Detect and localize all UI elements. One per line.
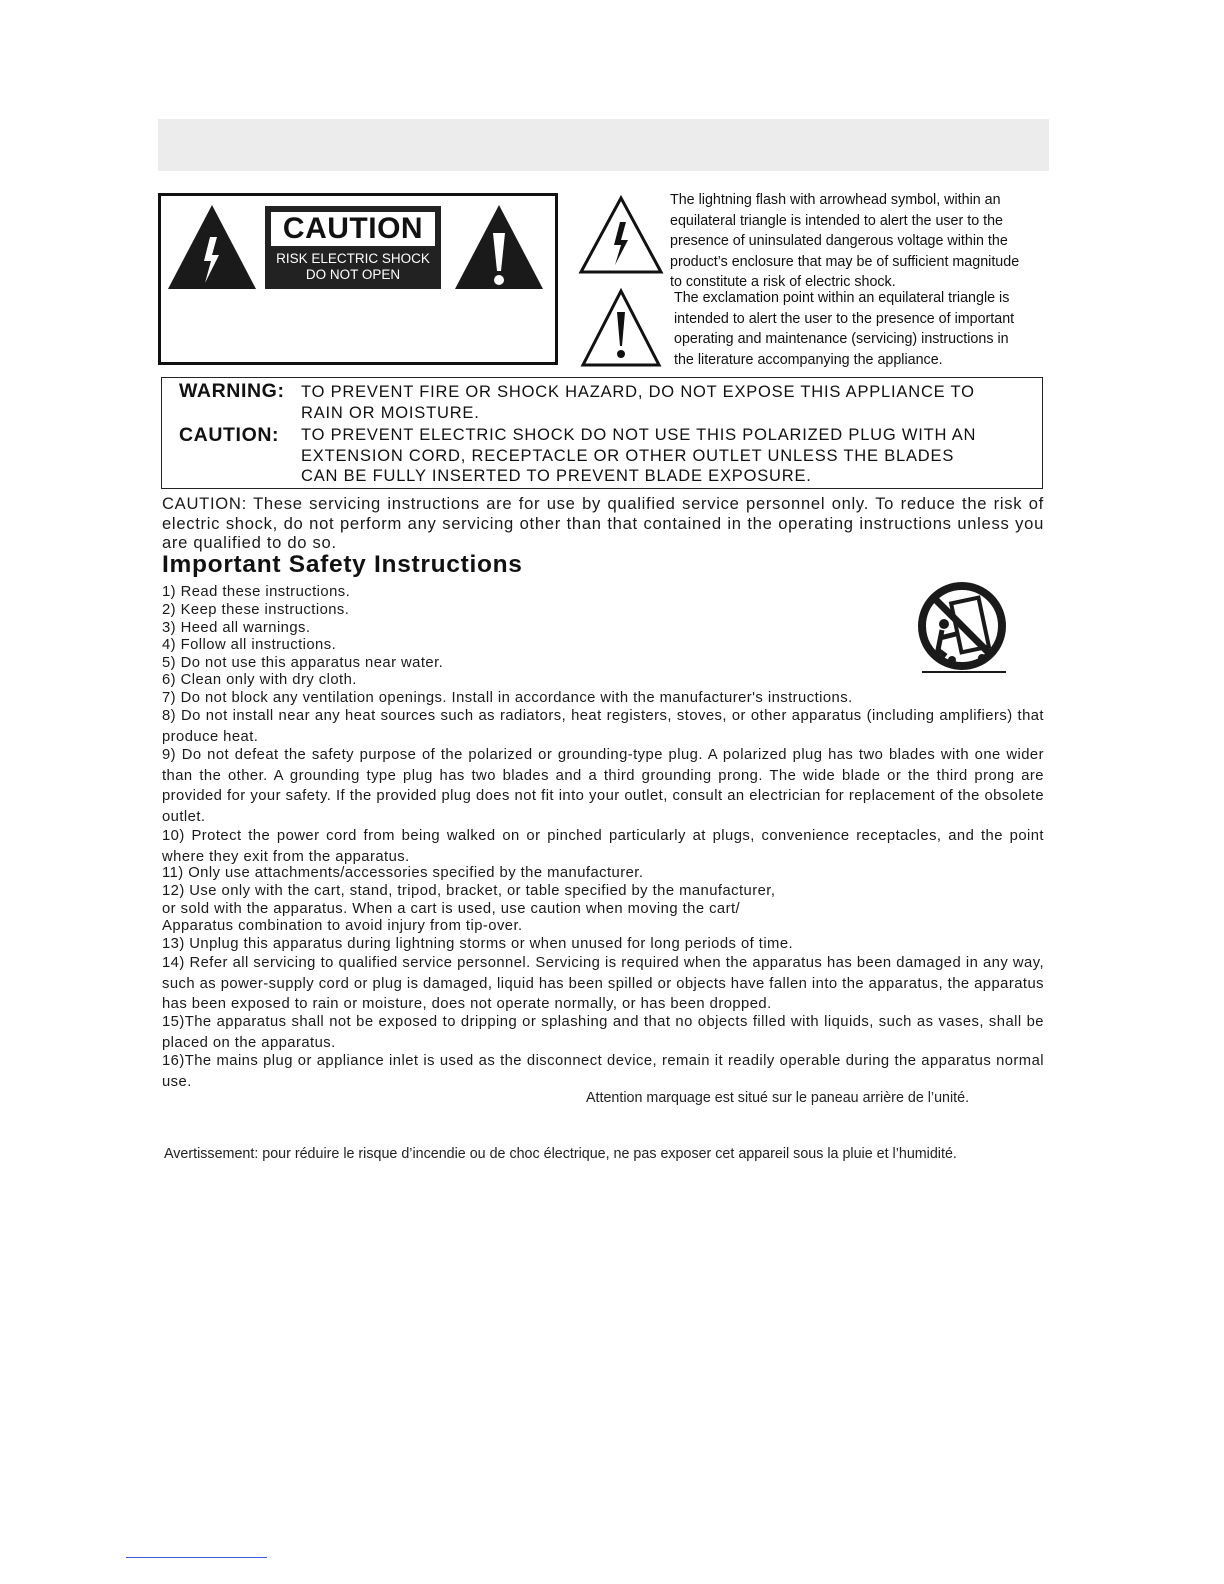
lightning-warning-icon xyxy=(166,203,258,291)
text-line: CAN BE FULLY INSERTED TO PREVENT BLADE EXPOSURE. xyxy=(301,467,812,486)
list-item: 9) Do not defeat the safety purpose of the polarized or grounding-type plug. A polarized plug has two blades with one wider than the other. A grounding type plug has two blades and a third grounding prong. The wide blade or the third prong are provided for your safety. If the provided plug does not fit into your outlet, consult an electrician for replacement of the obsolete outlet. xyxy=(162,747,1044,825)
list-item: 5) Do not use this apparatus near water. xyxy=(162,655,444,671)
list-item: or sold with the apparatus. When a cart is used, use caution when moving the cart/ xyxy=(162,901,741,917)
header-band xyxy=(158,119,1049,171)
caution-label xyxy=(265,206,441,289)
list-item: 8) Do not install near any heat sources such as radiators, heat registers, stoves, or other apparatus (including amplifiers) that produce heat. xyxy=(162,708,1044,745)
list-item: 3) Heed all warnings. xyxy=(162,620,311,636)
list-item: 4) Follow all instructions. xyxy=(162,637,337,653)
caution-title: CAUTION xyxy=(269,210,437,248)
text-line: intended to alert the user to the presence of important xyxy=(674,310,1015,327)
lightning-symbol-description xyxy=(670,190,1050,293)
list-item: 1) Read these instructions. xyxy=(162,584,351,600)
text-line: to constitute a risk of electric shock. xyxy=(670,274,896,290)
text-line: the literature accompanying the appliance. xyxy=(674,351,943,368)
text-line: presence of uninsulated dangerous voltage within the xyxy=(670,233,1008,249)
text-line: product’s enclosure that may be of sufficient magnitude xyxy=(670,253,1020,270)
footer-rule xyxy=(126,1557,267,1558)
exclamation-symbol-description xyxy=(674,288,1054,370)
warning-label: WARNING: xyxy=(179,380,285,402)
text-line: The exclamation point within an equilateral triangle is xyxy=(674,290,1010,306)
list-item: 13) Unplug this apparatus during lightning storms or when unused for long periods of time. xyxy=(162,936,794,952)
list-item: Apparatus combination to avoid injury from tip-over. xyxy=(162,918,523,934)
list-item: 6) Clean only with dry cloth. xyxy=(162,672,357,688)
list-item: 11) Only use attachments/accessories specified by the manufacturer. xyxy=(162,865,644,881)
list-item: 10) Protect the power cord from being walked on or pinched particularly at plugs, convenience receptacles, and the point where they exit from the apparatus. xyxy=(162,828,1044,865)
caution-subtitle-2: DO NOT OPEN xyxy=(305,267,401,282)
list-item: 16)The mains plug or appliance inlet is used as the disconnect device, remain it readily operable during the apparatus normal use. xyxy=(162,1053,1044,1090)
text-line: TO PREVENT FIRE OR SHOCK HAZARD, DO NOT EXPOSE THIS APPLIANCE TO xyxy=(301,383,975,401)
text-line: The lightning flash with arrowhead symbol, within an xyxy=(670,192,1001,208)
text-line: TO PREVENT ELECTRIC SHOCK DO NOT USE THIS POLARIZED PLUG WITH AN xyxy=(301,426,977,444)
list-item: 14) Refer all servicing to qualified service personnel. Servicing is required when the apparatus has been damaged in any way, such as power-supply cord or plug is damaged, liquid has been spilled or objects have fallen into the apparatus, the apparatus has been exposed to rain or moisture, does not operate normally, or has been dropped. xyxy=(162,955,1044,1013)
caution-label-text: CAUTION: xyxy=(179,424,280,446)
list-item: 7) Do not block any ventilation openings. Install in accordance with the manufacturer's instructions. xyxy=(162,690,853,706)
list-item: 15)The apparatus shall not be exposed to dripping or splashing and that no objects filled with liquids, such as vases, shall be placed on the apparatus. xyxy=(162,1014,1044,1051)
warning-text xyxy=(301,382,1041,423)
caution-text xyxy=(301,425,1041,487)
exclamation-symbol-icon xyxy=(580,288,662,368)
lightning-symbol-icon xyxy=(578,195,664,275)
text-line: equilateral triangle is intended to alert the user to the xyxy=(670,212,1004,229)
service-caution-paragraph: CAUTION: These servicing instructions are for use by qualified service personnel only. To reduce the risk of electric shock, do not perform any servicing other than that contained in the operating instructions unless you are qualified to do so. xyxy=(162,494,1044,553)
list-item: 12) Use only with the cart, stand, tripod, bracket, or table specified by the manufacturer, xyxy=(162,883,776,899)
list-item: 2) Keep these instructions. xyxy=(162,602,350,618)
french-attention-note: Attention marquage est situé sur le paneau arrière de l’unité. xyxy=(586,1090,970,1106)
caution-subtitle-1: RISK ELECTRIC SHOCK xyxy=(276,251,430,266)
text-line: EXTENSION CORD, RECEPTACLE OR OTHER OUTLET UNLESS THE BLADES xyxy=(301,446,955,465)
cart-tipover-warning-icon xyxy=(912,580,1012,676)
section-title: Important Safety Instructions xyxy=(162,551,523,578)
text-line: operating and maintenance (servicing) instructions in xyxy=(674,331,1009,347)
text-line: RAIN OR MOISTURE. xyxy=(301,403,480,422)
exclamation-warning-icon xyxy=(453,203,545,291)
french-warning-note: Avertissement: pour réduire le risque d’incendie ou de choc électrique, ne pas exposer cet appareil sous la pluie et l’humidité. xyxy=(164,1146,957,1162)
